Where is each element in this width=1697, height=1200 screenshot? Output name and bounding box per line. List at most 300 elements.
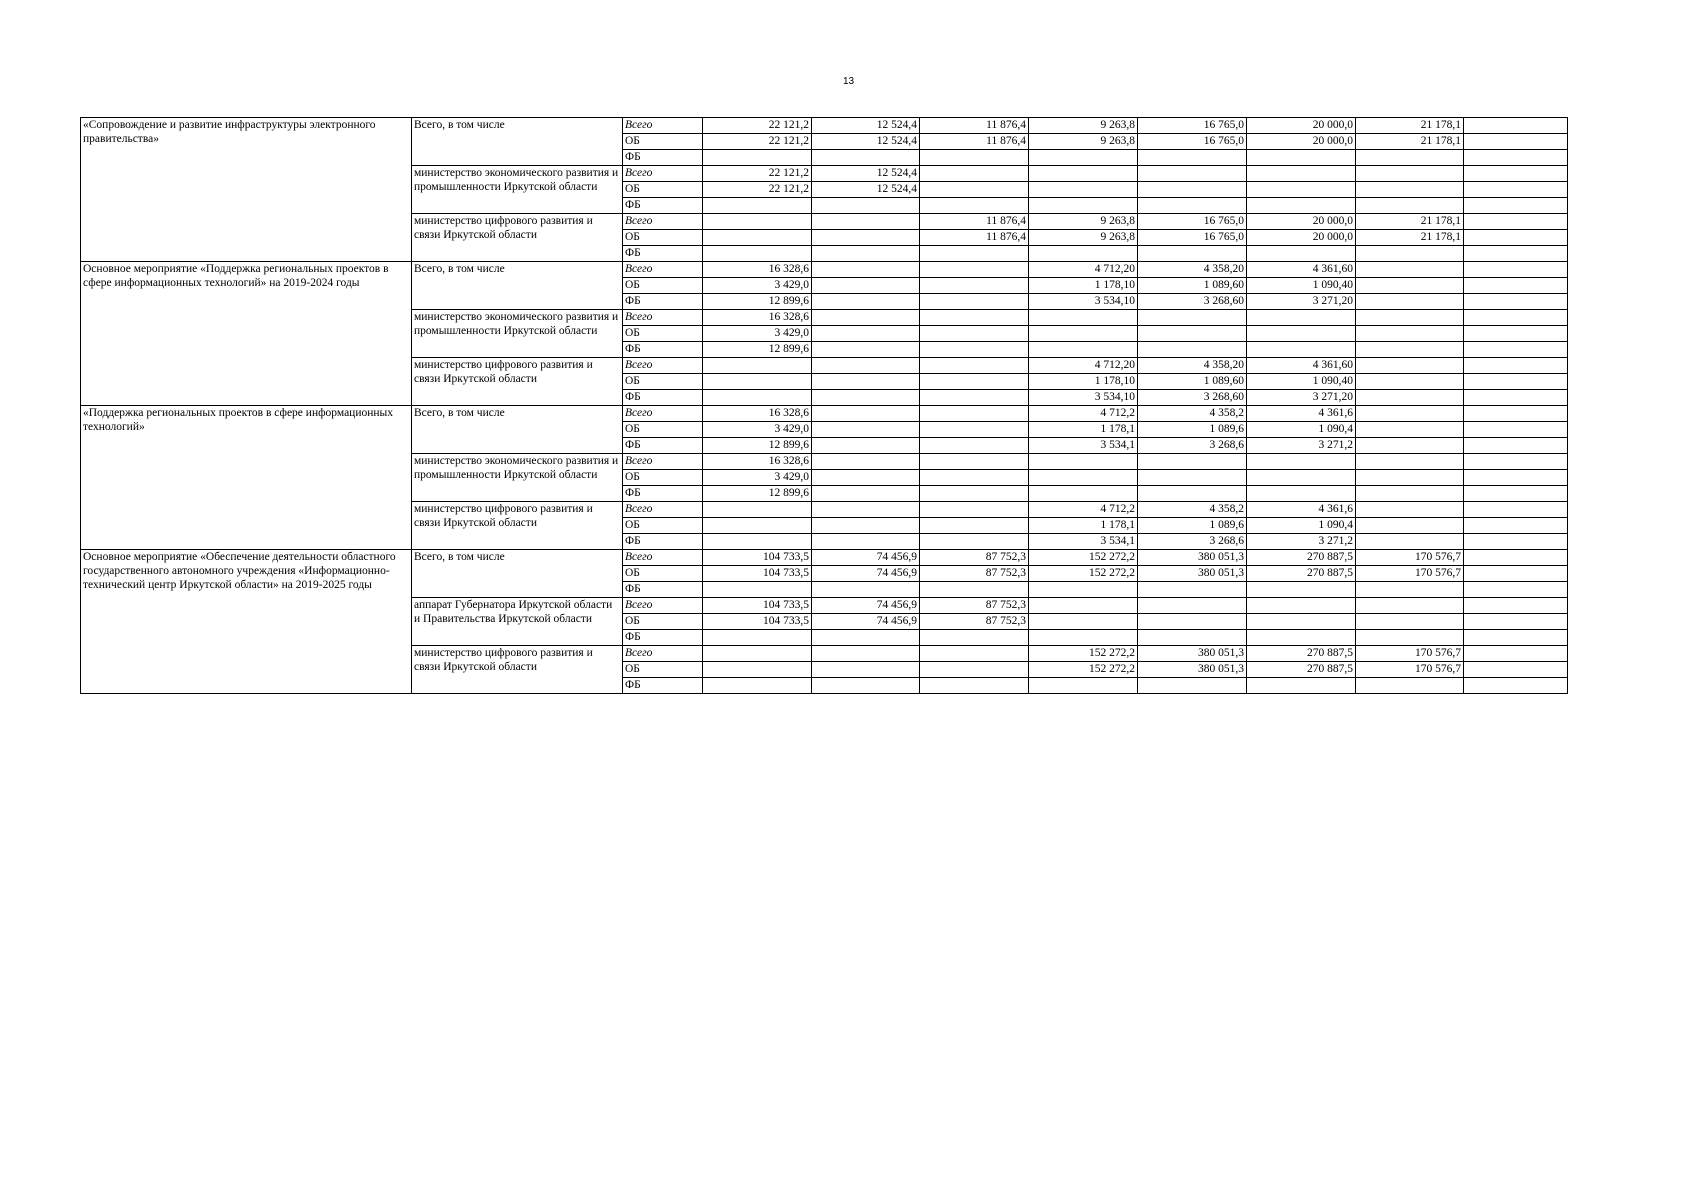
- amount-cell: 152 272,2: [1029, 662, 1138, 678]
- amount-cell: [1247, 598, 1356, 614]
- executor-cell: Всего, в том числе: [412, 118, 623, 166]
- amount-cell: 3 271,2: [1247, 438, 1356, 454]
- amount-cell: 74 456,9: [812, 614, 920, 630]
- amount-cell: [812, 278, 920, 294]
- amount-cell: [1464, 550, 1568, 566]
- amount-cell: [1464, 310, 1568, 326]
- amount-cell: [1464, 454, 1568, 470]
- funding-source-cell: ФБ: [623, 486, 703, 502]
- amount-cell: [812, 342, 920, 358]
- funding-source-cell: Всего: [623, 166, 703, 182]
- amount-cell: 1 178,10: [1029, 374, 1138, 390]
- amount-cell: 104 733,5: [703, 566, 812, 582]
- amount-cell: 270 887,5: [1247, 646, 1356, 662]
- amount-cell: [1029, 150, 1138, 166]
- amount-cell: [1464, 358, 1568, 374]
- amount-cell: [812, 438, 920, 454]
- amount-cell: 1 090,4: [1247, 518, 1356, 534]
- amount-cell: 3 268,6: [1138, 438, 1247, 454]
- amount-cell: 20 000,0: [1247, 134, 1356, 150]
- amount-cell: 170 576,7: [1356, 662, 1464, 678]
- amount-cell: [812, 646, 920, 662]
- amount-cell: [1029, 342, 1138, 358]
- amount-cell: 4 361,60: [1247, 358, 1356, 374]
- amount-cell: 170 576,7: [1356, 550, 1464, 566]
- amount-cell: 4 712,20: [1029, 262, 1138, 278]
- funding-source-cell: ФБ: [623, 630, 703, 646]
- amount-cell: 11 876,4: [920, 214, 1029, 230]
- amount-cell: 1 089,6: [1138, 518, 1247, 534]
- amount-cell: [920, 326, 1029, 342]
- amount-cell: [1138, 246, 1247, 262]
- amount-cell: 4 361,6: [1247, 406, 1356, 422]
- amount-cell: 104 733,5: [703, 550, 812, 566]
- amount-cell: [1464, 646, 1568, 662]
- amount-cell: [1247, 678, 1356, 694]
- amount-cell: 152 272,2: [1029, 550, 1138, 566]
- amount-cell: [920, 198, 1029, 214]
- amount-cell: [1356, 294, 1464, 310]
- amount-cell: [1247, 486, 1356, 502]
- amount-cell: 1 178,10: [1029, 278, 1138, 294]
- amount-cell: [1356, 422, 1464, 438]
- table-row: [81, 262, 1568, 278]
- amount-cell: [1138, 342, 1247, 358]
- amount-cell: 9 263,8: [1029, 118, 1138, 134]
- funding-source-cell: ОБ: [623, 182, 703, 198]
- amount-cell: 74 456,9: [812, 566, 920, 582]
- amount-cell: [812, 294, 920, 310]
- amount-cell: [1464, 614, 1568, 630]
- program-title-cell: «Сопровождение и развитие инфраструктуры электронного правительства»: [81, 118, 412, 262]
- amount-cell: [812, 582, 920, 598]
- amount-cell: 104 733,5: [703, 614, 812, 630]
- amount-cell: [1464, 502, 1568, 518]
- amount-cell: [1464, 166, 1568, 182]
- funding-source-cell: ФБ: [623, 198, 703, 214]
- amount-cell: [1247, 246, 1356, 262]
- amount-cell: [812, 662, 920, 678]
- program-title-cell: Основное мероприятие «Обеспечение деятельности областного государственного автономного учреждения «Информационно-технический центр Иркутской области» на 2019-2025 годы: [81, 550, 412, 694]
- amount-cell: [1029, 630, 1138, 646]
- executor-cell: министерство экономического развития и промышленности Иркутской области: [412, 454, 623, 502]
- amount-cell: 87 752,3: [920, 614, 1029, 630]
- amount-cell: 270 887,5: [1247, 566, 1356, 582]
- funding-source-cell: ОБ: [623, 518, 703, 534]
- amount-cell: [920, 678, 1029, 694]
- amount-cell: 12 899,6: [703, 486, 812, 502]
- amount-cell: 1 090,4: [1247, 422, 1356, 438]
- amount-cell: [812, 422, 920, 438]
- amount-cell: [1464, 278, 1568, 294]
- funding-source-cell: ФБ: [623, 150, 703, 166]
- table-row: [81, 118, 1568, 134]
- table-row: [81, 406, 1568, 422]
- amount-cell: [1356, 390, 1464, 406]
- amount-cell: [812, 198, 920, 214]
- funding-source-cell: Всего: [623, 118, 703, 134]
- funding-source-cell: ОБ: [623, 422, 703, 438]
- amount-cell: [1138, 198, 1247, 214]
- amount-cell: 22 121,2: [703, 118, 812, 134]
- amount-cell: [703, 534, 812, 550]
- amount-cell: [920, 582, 1029, 598]
- amount-cell: [812, 150, 920, 166]
- funding-source-cell: ОБ: [623, 230, 703, 246]
- amount-cell: [1464, 326, 1568, 342]
- amount-cell: 21 178,1: [1356, 118, 1464, 134]
- amount-cell: 16 765,0: [1138, 134, 1247, 150]
- amount-cell: [920, 182, 1029, 198]
- amount-cell: 104 733,5: [703, 598, 812, 614]
- amount-cell: [1464, 486, 1568, 502]
- amount-cell: 9 263,8: [1029, 214, 1138, 230]
- amount-cell: [920, 454, 1029, 470]
- amount-cell: 9 263,8: [1029, 230, 1138, 246]
- amount-cell: 380 051,3: [1138, 646, 1247, 662]
- amount-cell: [1247, 150, 1356, 166]
- amount-cell: 3 271,20: [1247, 294, 1356, 310]
- executor-cell: министерство цифрового развития и связи Иркутской области: [412, 214, 623, 262]
- amount-cell: 12 524,4: [812, 134, 920, 150]
- funding-source-cell: Всего: [623, 598, 703, 614]
- amount-cell: [1138, 326, 1247, 342]
- amount-cell: 12 524,4: [812, 182, 920, 198]
- amount-cell: [812, 454, 920, 470]
- amount-cell: [812, 310, 920, 326]
- funding-source-cell: ОБ: [623, 470, 703, 486]
- amount-cell: [1356, 374, 1464, 390]
- amount-cell: [1356, 342, 1464, 358]
- amount-cell: 11 876,4: [920, 134, 1029, 150]
- amount-cell: 3 271,20: [1247, 390, 1356, 406]
- amount-cell: [703, 662, 812, 678]
- funding-source-cell: ФБ: [623, 246, 703, 262]
- amount-cell: [920, 166, 1029, 182]
- amount-cell: [1356, 470, 1464, 486]
- amount-cell: [1138, 470, 1247, 486]
- amount-cell: [1247, 310, 1356, 326]
- amount-cell: 3 534,10: [1029, 390, 1138, 406]
- table-row: [81, 550, 1568, 566]
- amount-cell: [812, 486, 920, 502]
- amount-cell: [1356, 358, 1464, 374]
- amount-cell: [1464, 214, 1568, 230]
- amount-cell: [920, 438, 1029, 454]
- funding-source-cell: Всего: [623, 454, 703, 470]
- amount-cell: 270 887,5: [1247, 662, 1356, 678]
- amount-cell: [1356, 614, 1464, 630]
- amount-cell: [703, 230, 812, 246]
- amount-cell: [920, 534, 1029, 550]
- funding-source-cell: Всего: [623, 646, 703, 662]
- amount-cell: [1247, 342, 1356, 358]
- amount-cell: [1464, 198, 1568, 214]
- program-title-cell: «Поддержка региональных проектов в сфере информационных технологий»: [81, 406, 412, 550]
- amount-cell: 170 576,7: [1356, 646, 1464, 662]
- amount-cell: [1464, 470, 1568, 486]
- amount-cell: 1 090,40: [1247, 278, 1356, 294]
- amount-cell: [1247, 470, 1356, 486]
- amount-cell: [920, 502, 1029, 518]
- amount-cell: [1029, 582, 1138, 598]
- amount-cell: [703, 678, 812, 694]
- executor-cell: министерство цифрового развития и связи Иркутской области: [412, 358, 623, 406]
- funding-source-cell: Всего: [623, 358, 703, 374]
- amount-cell: [812, 502, 920, 518]
- amount-cell: [812, 246, 920, 262]
- amount-cell: [1464, 150, 1568, 166]
- amount-cell: [1029, 486, 1138, 502]
- amount-cell: 3 429,0: [703, 278, 812, 294]
- amount-cell: [920, 246, 1029, 262]
- amount-cell: 21 178,1: [1356, 230, 1464, 246]
- amount-cell: [703, 214, 812, 230]
- amount-cell: [1356, 182, 1464, 198]
- amount-cell: 3 429,0: [703, 470, 812, 486]
- funding-source-cell: ФБ: [623, 390, 703, 406]
- amount-cell: 380 051,3: [1138, 550, 1247, 566]
- amount-cell: [1138, 582, 1247, 598]
- amount-cell: [1029, 326, 1138, 342]
- amount-cell: 21 178,1: [1356, 214, 1464, 230]
- budget-table: [80, 117, 1568, 694]
- amount-cell: [812, 630, 920, 646]
- amount-cell: 380 051,3: [1138, 566, 1247, 582]
- executor-cell: Всего, в том числе: [412, 262, 623, 310]
- amount-cell: [703, 374, 812, 390]
- executor-cell: аппарат Губернатора Иркутской области и Правительства Иркутской области: [412, 598, 623, 646]
- amount-cell: 87 752,3: [920, 566, 1029, 582]
- amount-cell: [920, 406, 1029, 422]
- amount-cell: 16 328,6: [703, 310, 812, 326]
- amount-cell: [1029, 470, 1138, 486]
- amount-cell: [1464, 566, 1568, 582]
- amount-cell: [1464, 342, 1568, 358]
- amount-cell: [703, 630, 812, 646]
- amount-cell: [703, 198, 812, 214]
- amount-cell: 4 361,6: [1247, 502, 1356, 518]
- amount-cell: 1 089,6: [1138, 422, 1247, 438]
- amount-cell: [1356, 502, 1464, 518]
- executor-cell: Всего, в том числе: [412, 550, 623, 598]
- amount-cell: [812, 390, 920, 406]
- amount-cell: 16 328,6: [703, 406, 812, 422]
- amount-cell: [1247, 326, 1356, 342]
- amount-cell: [1356, 278, 1464, 294]
- funding-source-cell: ОБ: [623, 374, 703, 390]
- amount-cell: [1356, 262, 1464, 278]
- funding-source-cell: ФБ: [623, 342, 703, 358]
- funding-source-cell: ОБ: [623, 566, 703, 582]
- amount-cell: 12 899,6: [703, 438, 812, 454]
- funding-source-cell: ФБ: [623, 582, 703, 598]
- amount-cell: 4 712,20: [1029, 358, 1138, 374]
- amount-cell: 4 358,2: [1138, 502, 1247, 518]
- amount-cell: [920, 630, 1029, 646]
- amount-cell: 22 121,2: [703, 182, 812, 198]
- amount-cell: [703, 150, 812, 166]
- amount-cell: [1464, 374, 1568, 390]
- amount-cell: 4 712,2: [1029, 502, 1138, 518]
- amount-cell: [812, 214, 920, 230]
- amount-cell: [1356, 678, 1464, 694]
- funding-source-cell: ОБ: [623, 326, 703, 342]
- amount-cell: [703, 246, 812, 262]
- amount-cell: [1138, 166, 1247, 182]
- amount-cell: 3 271,2: [1247, 534, 1356, 550]
- funding-source-cell: ФБ: [623, 438, 703, 454]
- amount-cell: [1356, 150, 1464, 166]
- amount-cell: [1356, 598, 1464, 614]
- amount-cell: [703, 646, 812, 662]
- amount-cell: [1029, 598, 1138, 614]
- amount-cell: [703, 518, 812, 534]
- amount-cell: [1356, 454, 1464, 470]
- amount-cell: [1356, 582, 1464, 598]
- funding-source-cell: ОБ: [623, 614, 703, 630]
- amount-cell: [1356, 518, 1464, 534]
- amount-cell: [812, 534, 920, 550]
- funding-source-cell: Всего: [623, 502, 703, 518]
- amount-cell: [1464, 518, 1568, 534]
- amount-cell: 16 328,6: [703, 454, 812, 470]
- amount-cell: [1464, 182, 1568, 198]
- amount-cell: 11 876,4: [920, 118, 1029, 134]
- amount-cell: [812, 518, 920, 534]
- amount-cell: 21 178,1: [1356, 134, 1464, 150]
- amount-cell: [1138, 630, 1247, 646]
- amount-cell: [920, 486, 1029, 502]
- funding-source-cell: Всего: [623, 310, 703, 326]
- amount-cell: [1247, 166, 1356, 182]
- amount-cell: [920, 358, 1029, 374]
- amount-cell: 74 456,9: [812, 598, 920, 614]
- funding-source-cell: ФБ: [623, 678, 703, 694]
- amount-cell: 3 534,1: [1029, 534, 1138, 550]
- amount-cell: [1029, 182, 1138, 198]
- amount-cell: [1029, 166, 1138, 182]
- amount-cell: [920, 470, 1029, 486]
- funding-source-cell: ФБ: [623, 294, 703, 310]
- amount-cell: [1464, 134, 1568, 150]
- amount-cell: [920, 390, 1029, 406]
- amount-cell: 152 272,2: [1029, 566, 1138, 582]
- amount-cell: [812, 678, 920, 694]
- amount-cell: 9 263,8: [1029, 134, 1138, 150]
- amount-cell: [1464, 422, 1568, 438]
- amount-cell: [1138, 614, 1247, 630]
- amount-cell: [1138, 310, 1247, 326]
- amount-cell: [812, 358, 920, 374]
- amount-cell: [1356, 166, 1464, 182]
- amount-cell: [1138, 486, 1247, 502]
- amount-cell: [1464, 582, 1568, 598]
- amount-cell: [1356, 534, 1464, 550]
- amount-cell: [920, 518, 1029, 534]
- amount-cell: [703, 390, 812, 406]
- amount-cell: [1356, 326, 1464, 342]
- amount-cell: [920, 294, 1029, 310]
- amount-cell: [1464, 246, 1568, 262]
- amount-cell: [812, 406, 920, 422]
- amount-cell: [920, 646, 1029, 662]
- amount-cell: [1356, 406, 1464, 422]
- amount-cell: 270 887,5: [1247, 550, 1356, 566]
- amount-cell: [1464, 390, 1568, 406]
- funding-source-cell: ФБ: [623, 534, 703, 550]
- amount-cell: [1029, 198, 1138, 214]
- amount-cell: 170 576,7: [1356, 566, 1464, 582]
- amount-cell: [703, 582, 812, 598]
- amount-cell: 152 272,2: [1029, 646, 1138, 662]
- funding-source-cell: ОБ: [623, 278, 703, 294]
- amount-cell: 3 268,6: [1138, 534, 1247, 550]
- amount-cell: [1138, 598, 1247, 614]
- amount-cell: 20 000,0: [1247, 118, 1356, 134]
- amount-cell: [1464, 262, 1568, 278]
- amount-cell: [1029, 614, 1138, 630]
- funding-source-cell: ОБ: [623, 134, 703, 150]
- amount-cell: [1356, 246, 1464, 262]
- amount-cell: [1356, 630, 1464, 646]
- amount-cell: 4 361,60: [1247, 262, 1356, 278]
- amount-cell: 4 712,2: [1029, 406, 1138, 422]
- amount-cell: [812, 326, 920, 342]
- amount-cell: [1138, 678, 1247, 694]
- amount-cell: 16 328,6: [703, 262, 812, 278]
- page-number: 13: [842, 76, 855, 87]
- amount-cell: [1464, 294, 1568, 310]
- amount-cell: 22 121,2: [703, 134, 812, 150]
- amount-cell: [812, 470, 920, 486]
- funding-source-cell: Всего: [623, 262, 703, 278]
- amount-cell: [812, 230, 920, 246]
- amount-cell: 87 752,3: [920, 598, 1029, 614]
- amount-cell: 3 429,0: [703, 422, 812, 438]
- amount-cell: [1464, 118, 1568, 134]
- amount-cell: [1464, 598, 1568, 614]
- funding-source-cell: Всего: [623, 550, 703, 566]
- executor-cell: министерство экономического развития и промышленности Иркутской области: [412, 166, 623, 214]
- amount-cell: 12 899,6: [703, 342, 812, 358]
- amount-cell: 22 121,2: [703, 166, 812, 182]
- executor-cell: Всего, в том числе: [412, 406, 623, 454]
- amount-cell: [920, 342, 1029, 358]
- amount-cell: 3 534,1: [1029, 438, 1138, 454]
- amount-cell: 3 268,60: [1138, 294, 1247, 310]
- amount-cell: [1247, 182, 1356, 198]
- funding-source-cell: Всего: [623, 406, 703, 422]
- amount-cell: [1247, 454, 1356, 470]
- amount-cell: [1464, 230, 1568, 246]
- amount-cell: [1356, 310, 1464, 326]
- amount-cell: 3 534,10: [1029, 294, 1138, 310]
- amount-cell: 380 051,3: [1138, 662, 1247, 678]
- amount-cell: 3 429,0: [703, 326, 812, 342]
- amount-cell: [1029, 678, 1138, 694]
- amount-cell: [1029, 454, 1138, 470]
- amount-cell: 20 000,0: [1247, 230, 1356, 246]
- amount-cell: [1029, 246, 1138, 262]
- amount-cell: 16 765,0: [1138, 230, 1247, 246]
- amount-cell: [920, 262, 1029, 278]
- program-title-cell: Основное мероприятие «Поддержка региональных проектов в сфере информационных технологий» на 2019-2024 годы: [81, 262, 412, 406]
- amount-cell: 1 090,40: [1247, 374, 1356, 390]
- amount-cell: [1464, 630, 1568, 646]
- amount-cell: [1356, 438, 1464, 454]
- amount-cell: 16 765,0: [1138, 214, 1247, 230]
